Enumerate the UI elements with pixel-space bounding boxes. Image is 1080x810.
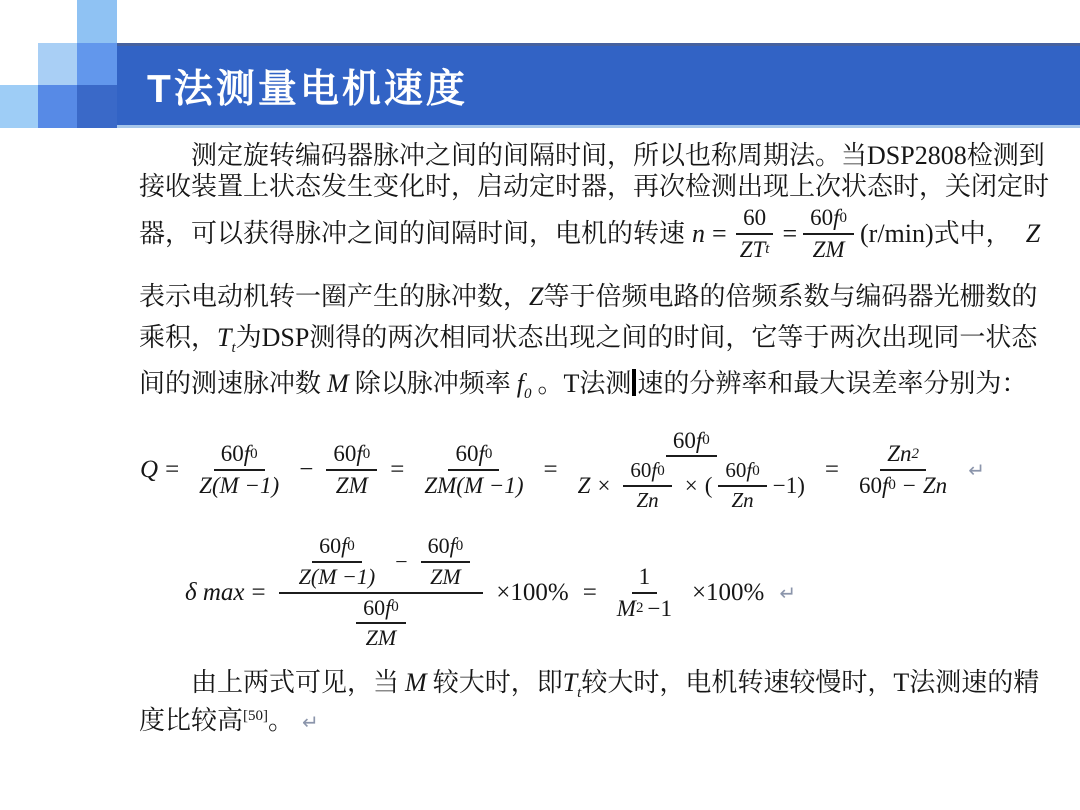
text-run: 。T法测 [537, 369, 632, 398]
subscript-0: 0 [362, 445, 371, 462]
math-var-f: f [356, 441, 363, 467]
text-run: 度比较高 [139, 706, 244, 735]
math-token: 60 [319, 533, 342, 559]
decor-square-1 [77, 0, 117, 43]
fraction-60-ZTt [733, 205, 777, 263]
math-equals: = [390, 456, 405, 483]
math-den: Z(M −1) [298, 563, 376, 589]
subscript-0: 0 [455, 538, 464, 555]
superscript-2: 2 [911, 445, 919, 462]
math-minus: − [902, 473, 916, 498]
math-token: Zn [887, 441, 912, 467]
decor-square-2 [38, 43, 77, 85]
subscript-0: 0 [702, 432, 710, 449]
math-den [343, 594, 419, 651]
math-den: Zn [731, 487, 754, 512]
math-times-100: ×100% [496, 578, 569, 606]
formula-resolution [140, 420, 985, 520]
math-num: 1 [632, 564, 658, 594]
decor-square-5 [38, 85, 77, 128]
math-minus: − [395, 548, 408, 574]
math-num [623, 459, 671, 487]
math-num [312, 534, 362, 563]
math-var-f: f [746, 458, 753, 483]
math-token: −1 [647, 595, 672, 621]
subscript-0: 0 [523, 386, 532, 403]
return-mark: ↵ [302, 710, 319, 734]
math-token: f [516, 369, 524, 398]
math-equals: = [712, 219, 727, 248]
text-run: 由上两式可见，当 [191, 668, 400, 697]
formula-max-error [185, 530, 796, 655]
math-num [448, 441, 499, 471]
math-var-Z: Z [529, 282, 544, 311]
math-var-n: n [692, 219, 706, 248]
math-num: 60 [736, 205, 773, 235]
subscript-0: 0 [839, 209, 848, 226]
citation-mark: [50] [243, 708, 269, 724]
text-run: 等于倍频电路的倍频系数与编码器光栅数的 [543, 282, 1038, 311]
text-run: 为DSP测得的两次相同状态出现之间的时间，它等于两次出现同一状态 [235, 323, 1038, 352]
math-paren: −1) [772, 473, 805, 498]
fraction [852, 441, 954, 499]
math-num [279, 534, 484, 593]
decor-square-4 [0, 85, 38, 128]
math-var-f: f [695, 427, 703, 453]
math-token: 60 [672, 427, 696, 453]
subscript-0: 0 [752, 462, 760, 479]
fraction-nested [421, 534, 471, 589]
math-token: 60 [859, 473, 883, 498]
math-times: × [684, 473, 698, 498]
math-unit: (r/min) [860, 219, 934, 248]
subscript-0: 0 [484, 445, 493, 462]
math-times: × [597, 473, 611, 498]
title-banner [117, 43, 1080, 128]
fraction-nested [623, 459, 671, 512]
text-run: 接收装置上状态发生变化时，启动定时器，再次检测出现上次状态时，关闭定时 [139, 172, 1050, 201]
math-den: ZM [812, 237, 845, 262]
math-var-f0 [516, 369, 532, 403]
math-num [214, 441, 265, 471]
math-var-delta-max: δ max [185, 578, 245, 606]
fraction-nested [718, 459, 766, 512]
text-cursor [632, 369, 636, 396]
subscript-0: 0 [250, 445, 258, 462]
math-num [880, 441, 926, 471]
math-num [421, 534, 471, 563]
fraction-60f0-ZM [803, 205, 854, 263]
text-run: 测定旋转编码器脉冲之间的间隔时间，所以也称周期法。当DSP2808检测到 [191, 141, 1045, 170]
math-num [803, 205, 854, 235]
math-den: ZM [365, 625, 397, 651]
fraction-nested [292, 534, 383, 589]
return-mark: ↵ [779, 580, 797, 605]
subscript-0: 0 [657, 462, 665, 479]
subscript-0: 0 [347, 538, 355, 555]
math-var-f: f [478, 441, 485, 467]
text-run: 乘积， [139, 323, 218, 352]
math-var-f: f [833, 205, 840, 231]
math-equals: = [824, 456, 840, 483]
text-run: 较大时，即 [432, 668, 563, 697]
math-token: 60 [725, 458, 747, 483]
math-token: T [562, 668, 578, 697]
math-num [356, 596, 406, 625]
body-line-8 [139, 701, 319, 737]
math-token: 60 [630, 458, 652, 483]
math-paren: ( [704, 473, 713, 498]
subscript-0: 0 [888, 477, 896, 494]
fraction [326, 441, 377, 499]
math-den: ZM [430, 563, 461, 589]
subscript-0: 0 [391, 599, 399, 616]
math-equals: = [543, 456, 558, 483]
math-token: 60 [810, 205, 834, 231]
body-line-6 [139, 369, 1027, 409]
math-minus: − [299, 456, 314, 483]
math-var-Z: Z [577, 473, 591, 498]
math-var-M: M [405, 668, 427, 697]
math-var-M: M [327, 369, 349, 398]
math-var-f: f [385, 594, 392, 620]
body-line-5 [139, 323, 1037, 363]
text-run: 。 [268, 706, 295, 735]
body-line-1 [191, 141, 1045, 171]
math-token: Zn [922, 473, 948, 498]
math-var-f: f [651, 458, 658, 483]
math-var-Q: Q [140, 456, 159, 483]
math-den: ZM [335, 473, 368, 498]
fraction-big [279, 534, 484, 651]
math-den [571, 457, 812, 512]
text-run: 器，可以获得脉冲之间的间隔时间，电机的转速 [139, 219, 686, 248]
math-var-T [217, 323, 236, 357]
math-var-f: f [882, 473, 889, 498]
math-num [718, 459, 766, 487]
math-var-f: f [449, 533, 456, 559]
body-line-2 [139, 172, 1049, 202]
subscript-t: t [577, 685, 582, 702]
text-run: 除以脉冲频率 [354, 369, 511, 398]
math-den: ZM(M −1) [424, 473, 524, 498]
text-run: 速的分辨率和最大误差率分别为： [637, 369, 1028, 398]
math-token: T [217, 323, 232, 352]
math-den [852, 471, 954, 499]
subscript-t: t [231, 340, 236, 357]
subscript-t: t [765, 241, 770, 258]
return-mark: ↵ [968, 458, 985, 482]
math-equals: = [782, 219, 798, 248]
text-run: 较大时，电机转速较慢时，T法测速的精 [581, 668, 1040, 697]
math-den [610, 594, 679, 622]
math-var-f: f [341, 533, 348, 559]
decor-square-3 [77, 43, 117, 85]
math-equals: = [165, 456, 180, 483]
math-equals: = [251, 578, 266, 606]
math-times-100: ×100% [691, 578, 765, 606]
text-run: 间的测速脉冲数 [139, 369, 322, 398]
fraction [192, 441, 286, 499]
math-var-f: f [243, 441, 251, 467]
math-token: 60 [333, 441, 357, 467]
math-token: 60 [455, 441, 479, 467]
math-var-Z: Z [1025, 219, 1041, 248]
math-den: Z(M −1) [199, 473, 280, 498]
fraction-nested [356, 596, 406, 651]
body-line-4 [139, 282, 1038, 312]
text-run: 式中， [933, 219, 1012, 248]
math-token: 60 [220, 441, 244, 467]
math-token: 60 [427, 533, 450, 559]
slide-title: T法测量电机速度 [147, 67, 468, 111]
math-den: Zn [636, 487, 659, 512]
fraction [610, 564, 679, 622]
fraction [417, 441, 530, 499]
subscript-2: 2 [635, 599, 644, 616]
text-run: 表示电动机转一圈产生的脉冲数， [139, 282, 530, 311]
math-token: 60 [363, 594, 386, 620]
math-den [733, 235, 777, 263]
math-equals: = [582, 578, 597, 606]
body-line-3 [139, 205, 1040, 263]
math-num [326, 441, 377, 471]
math-token: ZT [739, 237, 766, 262]
decor-square-6 [77, 85, 117, 128]
math-var-T [562, 668, 582, 702]
math-num [666, 428, 717, 458]
math-var-M: M [616, 595, 636, 621]
fraction-big [571, 428, 812, 513]
